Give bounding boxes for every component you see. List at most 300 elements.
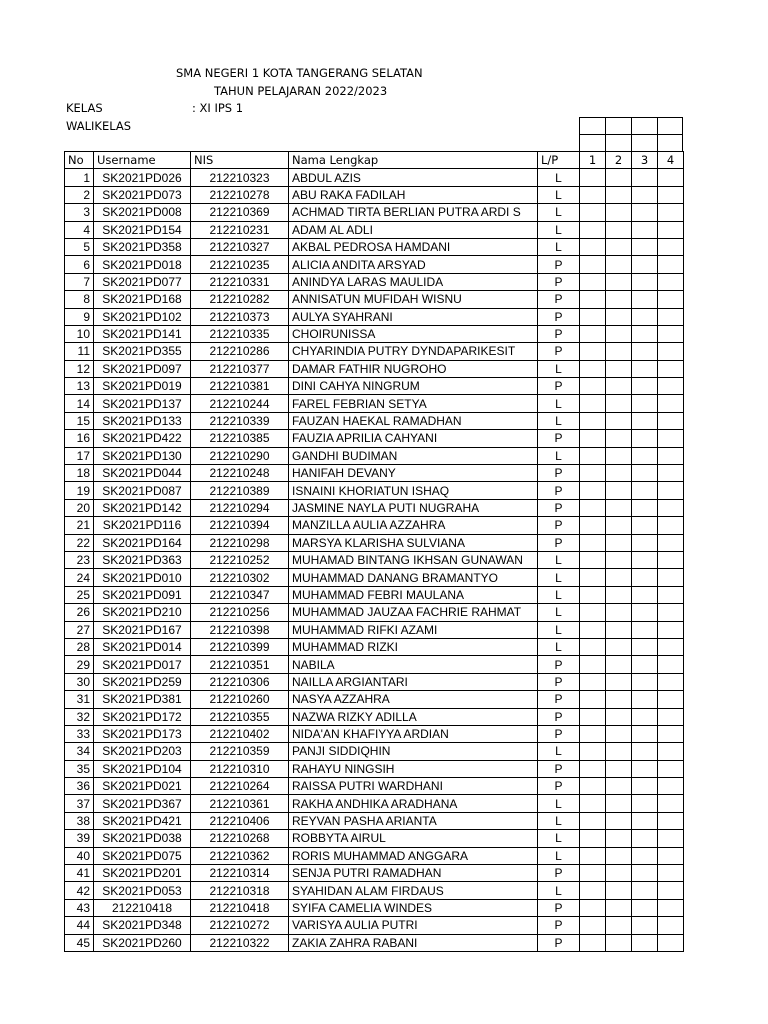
row-number: 3 xyxy=(65,204,94,221)
score-cell xyxy=(606,708,632,725)
table-row xyxy=(65,534,684,551)
full-name-cell: SYAHIDAN ALAM FIRDAUS xyxy=(289,882,538,899)
username-cell: SK2021PD053 xyxy=(94,882,191,899)
gender-cell: L xyxy=(538,395,580,412)
score-cell xyxy=(658,551,684,568)
full-name-cell: ADAM AL ADLI xyxy=(289,221,538,238)
nis-cell: 212210355 xyxy=(191,708,289,725)
score-cell xyxy=(580,378,606,395)
score-cell xyxy=(658,325,684,342)
nis-cell: 212210399 xyxy=(191,638,289,655)
score-cell xyxy=(580,447,606,464)
nis-cell: 212210418 xyxy=(191,899,289,916)
row-number: 45 xyxy=(65,934,94,951)
username-cell: SK2021PD044 xyxy=(94,465,191,482)
table-row xyxy=(65,569,684,586)
col-header-2: 2 xyxy=(606,152,632,169)
full-name-cell: RAISSA PUTRI WARDHANI xyxy=(289,778,538,795)
score-cell xyxy=(632,465,658,482)
gender-cell: L xyxy=(538,238,580,255)
row-number: 44 xyxy=(65,917,94,934)
username-cell: SK2021PD422 xyxy=(94,430,191,447)
score-cell xyxy=(606,795,632,812)
score-cell xyxy=(580,534,606,551)
col-header-no: No xyxy=(65,152,94,169)
score-cell xyxy=(632,447,658,464)
nis-cell: 212210327 xyxy=(191,238,289,255)
blank-cell xyxy=(657,117,683,135)
score-cell xyxy=(580,934,606,951)
full-name-cell: FAREL FEBRIAN SETYA xyxy=(289,395,538,412)
score-cell xyxy=(632,482,658,499)
table-row xyxy=(65,638,684,655)
username-cell: SK2021PD363 xyxy=(94,551,191,568)
score-cell xyxy=(658,412,684,429)
score-cell xyxy=(632,899,658,916)
nis-cell: 212210310 xyxy=(191,760,289,777)
score-cell xyxy=(606,656,632,673)
score-cell xyxy=(580,586,606,603)
table-row xyxy=(65,186,684,203)
row-number: 32 xyxy=(65,708,94,725)
username-cell: SK2021PD168 xyxy=(94,291,191,308)
nis-cell: 212210244 xyxy=(191,395,289,412)
table-row xyxy=(65,169,684,186)
gender-cell: P xyxy=(538,256,580,273)
score-cell xyxy=(658,917,684,934)
full-name-cell: CHYARINDIA PUTRY DYNDAPARIKESIT xyxy=(289,343,538,360)
table-row xyxy=(65,517,684,534)
score-cell xyxy=(658,186,684,203)
score-cell xyxy=(606,673,632,690)
score-cell xyxy=(606,621,632,638)
score-cell xyxy=(632,638,658,655)
table-row xyxy=(65,725,684,742)
homeroom-teacher-label: WALIKELAS xyxy=(66,119,132,133)
gender-cell: P xyxy=(538,899,580,916)
score-cell xyxy=(580,812,606,829)
table-row xyxy=(65,343,684,360)
gender-cell: P xyxy=(538,308,580,325)
table-row xyxy=(65,812,684,829)
score-cell xyxy=(580,499,606,516)
score-cell xyxy=(632,291,658,308)
score-cell xyxy=(658,604,684,621)
table-row xyxy=(65,934,684,951)
username-cell: SK2021PD017 xyxy=(94,656,191,673)
nis-cell: 212210268 xyxy=(191,830,289,847)
nis-cell: 212210286 xyxy=(191,343,289,360)
username-cell: SK2021PD091 xyxy=(94,586,191,603)
row-number: 26 xyxy=(65,604,94,621)
row-number: 22 xyxy=(65,534,94,551)
username-cell: SK2021PD154 xyxy=(94,221,191,238)
score-cell xyxy=(632,725,658,742)
score-cell xyxy=(606,917,632,934)
row-number: 4 xyxy=(65,221,94,238)
score-cell xyxy=(606,221,632,238)
row-number: 28 xyxy=(65,638,94,655)
score-cell xyxy=(632,934,658,951)
row-number: 42 xyxy=(65,882,94,899)
table-row xyxy=(65,656,684,673)
score-cell xyxy=(580,395,606,412)
gender-cell: P xyxy=(538,465,580,482)
row-number: 6 xyxy=(65,256,94,273)
gender-cell: P xyxy=(538,291,580,308)
score-cell xyxy=(658,760,684,777)
gender-cell: P xyxy=(538,343,580,360)
row-number: 17 xyxy=(65,447,94,464)
gender-cell: P xyxy=(538,499,580,516)
username-cell: SK2021PD381 xyxy=(94,691,191,708)
blank-cell xyxy=(605,134,632,152)
score-cell xyxy=(632,586,658,603)
gender-cell: P xyxy=(538,482,580,499)
table-row xyxy=(65,760,684,777)
table-row xyxy=(65,882,684,899)
gender-cell: L xyxy=(538,360,580,377)
score-cell xyxy=(658,169,684,186)
score-cell xyxy=(658,621,684,638)
score-cell xyxy=(580,899,606,916)
nis-cell: 212210373 xyxy=(191,308,289,325)
score-cell xyxy=(606,465,632,482)
table-row xyxy=(65,360,684,377)
score-cell xyxy=(580,273,606,290)
table-row xyxy=(65,430,684,447)
nis-cell: 212210282 xyxy=(191,291,289,308)
table-row xyxy=(65,447,684,464)
nis-cell: 212210347 xyxy=(191,586,289,603)
full-name-cell: RORIS MUHAMMAD ANGGARA xyxy=(289,847,538,864)
score-cell xyxy=(658,204,684,221)
full-name-cell: HANIFAH DEVANY xyxy=(289,465,538,482)
col-header-nis: NIS xyxy=(191,152,289,169)
score-cell xyxy=(580,621,606,638)
score-cell xyxy=(580,743,606,760)
score-cell xyxy=(658,343,684,360)
score-cell xyxy=(606,186,632,203)
nis-cell: 212210318 xyxy=(191,882,289,899)
score-cell xyxy=(606,934,632,951)
username-cell: SK2021PD348 xyxy=(94,917,191,934)
blank-cell xyxy=(631,117,658,135)
blank-cell xyxy=(631,134,658,152)
table-row xyxy=(65,917,684,934)
username-cell: SK2021PD021 xyxy=(94,778,191,795)
table-row xyxy=(65,465,684,482)
score-cell xyxy=(658,256,684,273)
score-cell xyxy=(606,847,632,864)
row-number: 36 xyxy=(65,778,94,795)
nis-cell: 212210398 xyxy=(191,621,289,638)
row-number: 15 xyxy=(65,412,94,429)
nis-cell: 212210252 xyxy=(191,551,289,568)
score-cell xyxy=(632,830,658,847)
score-cell xyxy=(658,517,684,534)
gender-cell: L xyxy=(538,447,580,464)
score-cell xyxy=(580,308,606,325)
gender-cell: P xyxy=(538,673,580,690)
username-cell: SK2021PD421 xyxy=(94,812,191,829)
score-cell xyxy=(580,830,606,847)
full-name-cell: ABU RAKA FADILAH xyxy=(289,186,538,203)
full-name-cell: NIDA'AN KHAFIYYA ARDIAN xyxy=(289,725,538,742)
nis-cell: 212210264 xyxy=(191,778,289,795)
username-cell: SK2021PD358 xyxy=(94,238,191,255)
score-cell xyxy=(606,534,632,551)
username-cell: SK2021PD173 xyxy=(94,725,191,742)
username-cell: SK2021PD073 xyxy=(94,186,191,203)
score-cell xyxy=(580,795,606,812)
nis-cell: 212210335 xyxy=(191,325,289,342)
score-cell xyxy=(658,499,684,516)
score-cell xyxy=(632,778,658,795)
row-number: 13 xyxy=(65,378,94,395)
gender-cell: L xyxy=(538,621,580,638)
username-cell: SK2021PD008 xyxy=(94,204,191,221)
full-name-cell: CHOIRUNISSA xyxy=(289,325,538,342)
row-number: 30 xyxy=(65,673,94,690)
gender-cell: L xyxy=(538,638,580,655)
score-cell xyxy=(580,517,606,534)
nis-cell: 212210272 xyxy=(191,917,289,934)
score-cell xyxy=(632,604,658,621)
full-name-cell: PANJI SIDDIQHIN xyxy=(289,743,538,760)
score-cell xyxy=(606,691,632,708)
score-cell xyxy=(606,725,632,742)
score-cell xyxy=(658,934,684,951)
full-name-cell: RAHAYU NINGSIH xyxy=(289,760,538,777)
score-cell xyxy=(632,917,658,934)
score-cell xyxy=(658,221,684,238)
row-number: 38 xyxy=(65,812,94,829)
full-name-cell: JASMINE NAYLA PUTI NUGRAHA xyxy=(289,499,538,516)
score-cell xyxy=(606,273,632,290)
score-cell xyxy=(658,273,684,290)
row-number: 43 xyxy=(65,899,94,916)
full-name-cell: SENJA PUTRI RAMADHAN xyxy=(289,865,538,882)
table-row xyxy=(65,482,684,499)
full-name-cell: AKBAL PEDROSA HAMDANI xyxy=(289,238,538,255)
table-row xyxy=(65,708,684,725)
score-cell xyxy=(658,865,684,882)
score-cell xyxy=(606,778,632,795)
gender-cell: P xyxy=(538,691,580,708)
score-cell xyxy=(632,360,658,377)
username-cell: SK2021PD133 xyxy=(94,412,191,429)
nis-cell: 212210402 xyxy=(191,725,289,742)
table-row xyxy=(65,499,684,516)
score-cell xyxy=(606,638,632,655)
score-cell xyxy=(658,899,684,916)
full-name-cell: DAMAR FATHIR NUGROHO xyxy=(289,360,538,377)
score-cell xyxy=(632,325,658,342)
full-name-cell: MARSYA KLARISHA SULVIANA xyxy=(289,534,538,551)
score-cell xyxy=(658,378,684,395)
score-cell xyxy=(632,499,658,516)
score-cell xyxy=(606,517,632,534)
score-cell xyxy=(632,621,658,638)
full-name-cell: FAUZAN HAEKAL RAMADHAN xyxy=(289,412,538,429)
score-cell xyxy=(606,882,632,899)
username-cell: SK2021PD260 xyxy=(94,934,191,951)
full-name-cell: ACHMAD TIRTA BERLIAN PUTRA ARDI S xyxy=(289,204,538,221)
table-row xyxy=(65,691,684,708)
score-cell xyxy=(632,378,658,395)
nis-cell: 212210231 xyxy=(191,221,289,238)
row-number: 41 xyxy=(65,865,94,882)
nis-cell: 212210298 xyxy=(191,534,289,551)
gender-cell: P xyxy=(538,725,580,742)
full-name-cell: MUHAMMAD RIZKI xyxy=(289,638,538,655)
score-cell xyxy=(658,743,684,760)
full-name-cell: VARISYA AULIA PUTRI xyxy=(289,917,538,934)
score-cell xyxy=(580,882,606,899)
row-number: 40 xyxy=(65,847,94,864)
username-cell: SK2021PD167 xyxy=(94,621,191,638)
score-cell xyxy=(658,673,684,690)
gender-cell: L xyxy=(538,412,580,429)
score-cell xyxy=(632,169,658,186)
full-name-cell: MANZILLA AULIA AZZAHRA xyxy=(289,517,538,534)
score-cell xyxy=(658,465,684,482)
score-cell xyxy=(606,308,632,325)
table-row xyxy=(65,378,684,395)
gender-cell: P xyxy=(538,656,580,673)
row-number: 35 xyxy=(65,760,94,777)
nis-cell: 212210331 xyxy=(191,273,289,290)
score-cell xyxy=(606,360,632,377)
score-cell xyxy=(580,638,606,655)
blank-cell xyxy=(579,134,606,152)
table-row xyxy=(65,308,684,325)
score-cell xyxy=(606,169,632,186)
table-row xyxy=(65,743,684,760)
table-row xyxy=(65,899,684,916)
score-cell xyxy=(580,256,606,273)
score-cell xyxy=(658,882,684,899)
gender-cell: L xyxy=(538,604,580,621)
row-number: 18 xyxy=(65,465,94,482)
score-cell xyxy=(606,412,632,429)
full-name-cell: MUHAMMAD DANANG BRAMANTYO xyxy=(289,569,538,586)
username-cell: SK2021PD038 xyxy=(94,830,191,847)
row-number: 34 xyxy=(65,743,94,760)
score-cell xyxy=(580,708,606,725)
username-cell: SK2021PD116 xyxy=(94,517,191,534)
gender-cell: P xyxy=(538,865,580,882)
gender-cell: L xyxy=(538,830,580,847)
table-row xyxy=(65,412,684,429)
score-cell xyxy=(658,447,684,464)
full-name-cell: ZAKIA ZAHRA RABANI xyxy=(289,934,538,951)
nis-cell: 212210302 xyxy=(191,569,289,586)
username-cell: SK2021PD102 xyxy=(94,308,191,325)
gender-cell: P xyxy=(538,917,580,934)
score-cell xyxy=(658,482,684,499)
header-row xyxy=(65,152,684,169)
score-cell xyxy=(606,482,632,499)
table-row xyxy=(65,865,684,882)
row-number: 25 xyxy=(65,586,94,603)
full-name-cell: ROBBYTA AIRUL xyxy=(289,830,538,847)
student-roster-table xyxy=(64,151,684,952)
score-cell xyxy=(580,430,606,447)
score-cell xyxy=(606,586,632,603)
score-cell xyxy=(580,343,606,360)
username-cell: SK2021PD210 xyxy=(94,604,191,621)
score-cell xyxy=(606,447,632,464)
full-name-cell: ANINDYA LARAS MAULIDA xyxy=(289,273,538,290)
col-header-gender: L/P xyxy=(538,152,580,169)
nis-cell: 212210294 xyxy=(191,499,289,516)
row-number: 27 xyxy=(65,621,94,638)
score-cell xyxy=(606,812,632,829)
score-cell xyxy=(632,743,658,760)
class-label: KELAS xyxy=(66,101,103,115)
score-cell xyxy=(580,778,606,795)
full-name-cell: ISNAINI KHORIATUN ISHAQ xyxy=(289,482,538,499)
nis-cell: 212210256 xyxy=(191,604,289,621)
col-header-1: 1 xyxy=(580,152,606,169)
score-cell xyxy=(658,830,684,847)
score-cell xyxy=(632,569,658,586)
score-cell xyxy=(632,256,658,273)
row-number: 12 xyxy=(65,360,94,377)
score-cell xyxy=(658,360,684,377)
nis-cell: 212210361 xyxy=(191,795,289,812)
username-cell: SK2021PD203 xyxy=(94,743,191,760)
score-cell xyxy=(580,360,606,377)
full-name-cell: NABILA xyxy=(289,656,538,673)
col-header-4: 4 xyxy=(658,152,684,169)
nis-cell: 212210322 xyxy=(191,934,289,951)
score-cell xyxy=(632,656,658,673)
row-number: 7 xyxy=(65,273,94,290)
school-title: SMA NEGERI 1 KOTA TANGERANG SELATAN xyxy=(176,66,423,80)
gender-cell: P xyxy=(538,378,580,395)
score-cell xyxy=(658,812,684,829)
col-header-name: Nama Lengkap xyxy=(289,152,538,169)
table-row xyxy=(65,395,684,412)
gender-cell: P xyxy=(538,534,580,551)
score-cell xyxy=(658,691,684,708)
username-cell: 212210418 xyxy=(94,899,191,916)
table-row xyxy=(65,551,684,568)
username-cell: SK2021PD137 xyxy=(94,395,191,412)
score-cell xyxy=(606,395,632,412)
username-cell: SK2021PD201 xyxy=(94,865,191,882)
score-cell xyxy=(606,830,632,847)
score-cell xyxy=(632,412,658,429)
score-cell xyxy=(580,604,606,621)
score-cell xyxy=(658,238,684,255)
score-cell xyxy=(632,186,658,203)
gender-cell: P xyxy=(538,430,580,447)
gender-cell: L xyxy=(538,847,580,864)
table-row xyxy=(65,204,684,221)
table-row xyxy=(65,586,684,603)
row-number: 11 xyxy=(65,343,94,360)
full-name-cell: MUHAMAD BINTANG IKHSAN GUNAWAN xyxy=(289,551,538,568)
nis-cell: 212210362 xyxy=(191,847,289,864)
score-cell xyxy=(632,204,658,221)
score-cell xyxy=(606,291,632,308)
col-header-3: 3 xyxy=(632,152,658,169)
row-number: 37 xyxy=(65,795,94,812)
